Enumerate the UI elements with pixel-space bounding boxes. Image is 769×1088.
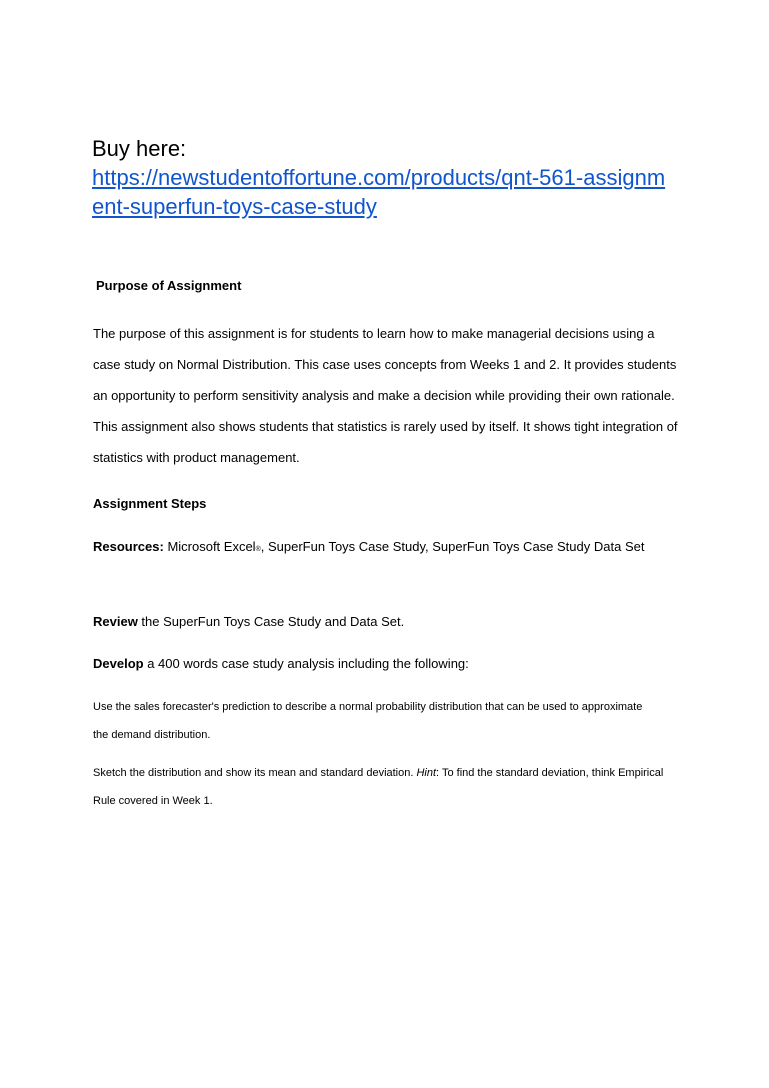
resources-text-a: Microsoft Excel <box>167 539 256 554</box>
review-label: Review <box>93 614 138 629</box>
item2-text-b: : To find the standard deviation, think Empirical Rule covered in Week 1. <box>93 767 664 807</box>
item2-text-a: Sketch the distribution and show its mean and standard deviation. <box>93 767 417 779</box>
steps-heading: Assignment Steps <box>93 496 207 511</box>
develop-paragraph <box>93 648 693 679</box>
resources-paragraph <box>93 531 683 565</box>
registered-mark: ® <box>255 546 261 553</box>
develop-label: Develop <box>93 656 144 671</box>
product-link[interactable]: https://newstudentoffortune.com/products/qnt-561-assignment-superfun-toys-case-study <box>92 165 666 219</box>
review-text: the SuperFun Toys Case Study and Data Set. <box>137 614 405 629</box>
hint-label: Hint <box>416 767 437 779</box>
buy-section <box>92 134 692 221</box>
purpose-heading: Purpose of Assignment <box>96 278 242 293</box>
step-item-2 <box>93 759 683 815</box>
review-paragraph <box>93 606 693 637</box>
resources-text-b: , SuperFun Toys Case Study, SuperFun Toys Case Study Data Set <box>260 539 645 554</box>
purpose-paragraph: The purpose of this assignment is for students to learn how to make managerial decisions using a case study on Normal Distribution. This case uses concepts from Weeks 1 and 2. It provides students an opportunity to perform sensitivity analysis and make a decision while providing their own rationale. This assignment also shows students that statistics is rarely used by itself. It shows tight integration of statistics with product management. <box>93 326 678 465</box>
develop-text: a 400 words case study analysis including the following: <box>143 656 469 671</box>
step-item-1: Use the sales forecaster's prediction to describe a normal probability distribution that can be used to approximate the demand distribution. <box>93 701 643 741</box>
buy-label: Buy here: <box>92 136 187 161</box>
resources-label: Resources: <box>93 539 164 554</box>
